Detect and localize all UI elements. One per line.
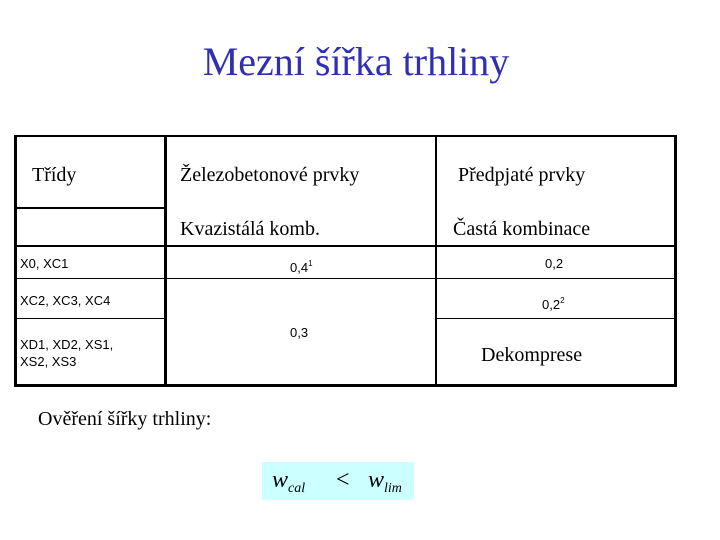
row1-prestressed: 0,2 [545, 256, 564, 271]
table-border-right [674, 135, 677, 386]
row-line-2b [435, 318, 677, 319]
row-line-2 [14, 318, 164, 319]
subheader-reinforced: Kvazistálá komb. [180, 218, 320, 240]
row2-note: 2 [560, 296, 565, 305]
header-classes: Třídy [32, 164, 77, 186]
row2-prestressed: $0,2^2$ [542, 296, 565, 312]
row3-prestressed: Dekomprese [481, 344, 583, 366]
row1-classes: X0, XC1 [20, 256, 69, 271]
page-title: Mezní šířka trhliny [202, 39, 510, 84]
header-divider-2 [435, 135, 437, 247]
row-line-1 [14, 278, 677, 279]
subheader-prestressed: Častá kombinace [453, 218, 591, 240]
data-divider-2 [435, 247, 437, 386]
table-border-bottom [14, 384, 677, 387]
header-divider-1 [164, 135, 167, 386]
row3-classes-line1: XD1, XD2, XS1, [20, 337, 114, 352]
formula-operator: < [336, 467, 350, 493]
table-border-top [14, 135, 676, 137]
row1-note: 1 [308, 259, 313, 268]
verification-label: Ověření šířky trhliny: [38, 408, 212, 430]
row3-classes-line2: XS2, XS3 [20, 354, 77, 369]
header-reinforced: Železobetonové prvky [180, 164, 360, 186]
header-row-line [14, 207, 164, 209]
reinforced-shared-value: 0,3 [290, 325, 309, 340]
formula-wcal: $w_{cal}$ [272, 467, 306, 496]
row1-reinforced: $0,4^1$ [290, 259, 313, 275]
subheader-row-line [14, 245, 677, 247]
header-prestressed: Předpjaté prvky [458, 164, 586, 186]
row2-classes: XC2, XC3, XC4 [20, 293, 111, 308]
table-border-left [14, 135, 17, 386]
formula-wlim: $w_{lim}$ [368, 467, 402, 496]
verification-formula [262, 462, 414, 500]
